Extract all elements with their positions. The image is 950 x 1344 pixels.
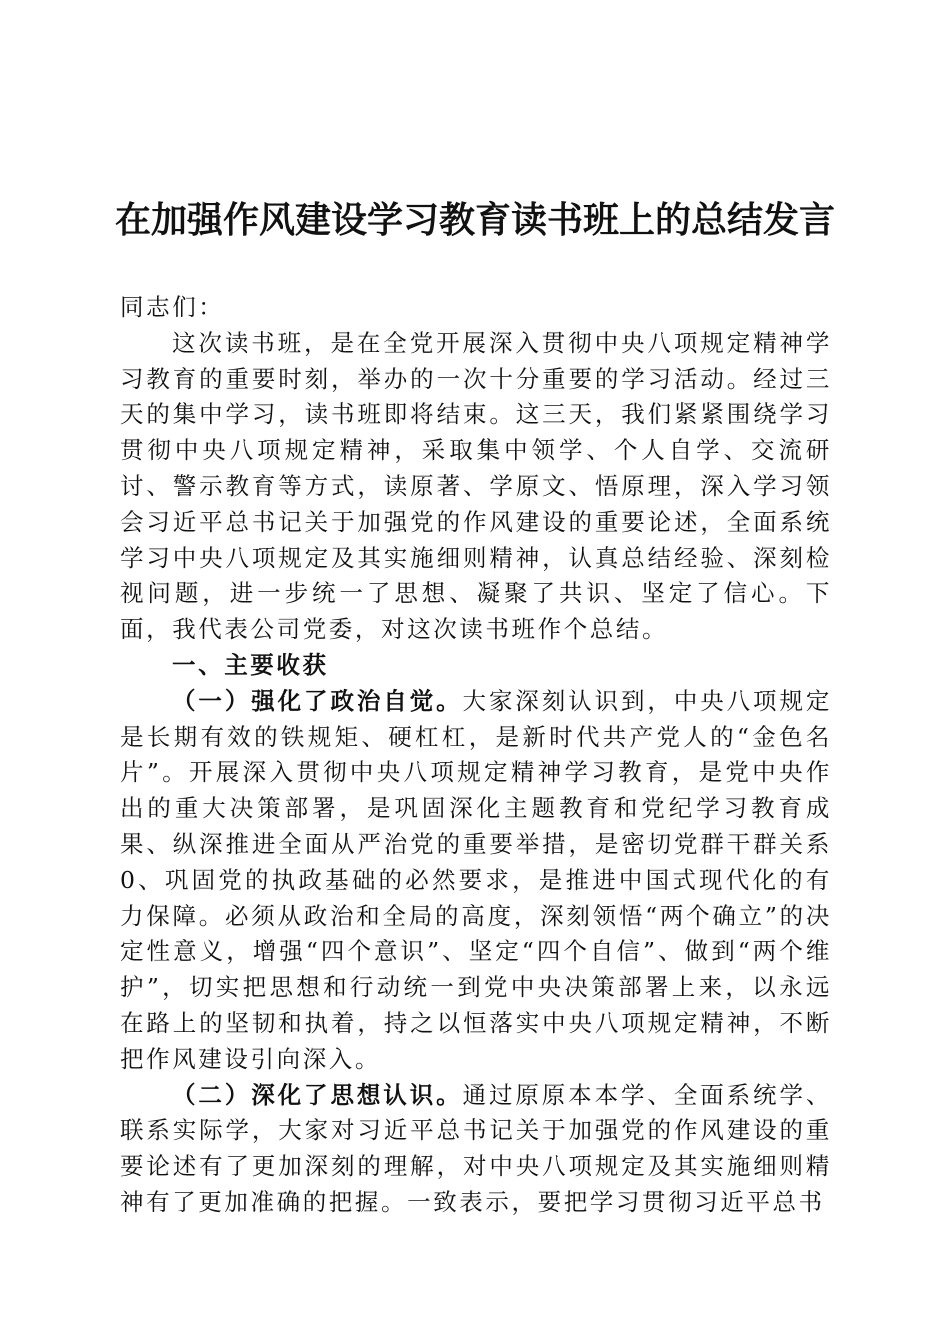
paragraph-lead-political-awareness: （一）强化了政治自觉。 bbox=[172, 686, 463, 715]
paragraph-body-ideological-understanding: 通过原原本本学、全面系统学、联系实际学，大家对习近平总书记关于加强党的作风建设的重要论述有了更加深刻的理解，对中央八项规定及其实施细则精神有了更加准确的把握。一致表示，要把学习贯彻习近平总书 bbox=[120, 1080, 832, 1216]
paragraph-body-political-awareness: 大家深刻认识到，中央八项规定是长期有效的铁规矩、硬杠杠，是新时代共产党人的“金色名片”。开展深入贯彻中央八项规定精神学习教育，是党中央作出的重大决策部署，是巩固深化主题教育和党纪学习教育成果、纵深推进全面从严治党的重要举措，是密切党群干群关系 0、巩固党的执政基础的必然要求，是推进中国式现代化的有力保障。必须从政治和全局的高度，深刻领悟“两个确立”的决定性意义，增强“四个意识”、坚定“四个自信”、做到“两个维护”，切实把思想和行动统一到党中央决策部署上来，以永远在路上的坚韧和执着，持之以恒落实中央八项规定精神，不断把作风建设引向深入。 bbox=[120, 686, 832, 1073]
paragraph-political-awareness bbox=[120, 684, 832, 1078]
salutation: 同志们： bbox=[120, 293, 225, 321]
document-body bbox=[120, 290, 832, 1221]
document-title: 在加强作风建设学习教育读书班上的总结发言 bbox=[114, 199, 835, 241]
section-heading-main-gains: 一、主要收获 bbox=[172, 650, 329, 679]
intro-paragraph: 这次读书班，是在全党开展深入贯彻中央八项规定精神学习教育的重要时刻，举办的一次十分重要的学习活动。经过三天的集中学习，读书班即将结束。这三天，我们紧紧围绕学习贯彻中央八项规定精神，采取集中领学、个人自学、交流研讨、警示教育等方式，读原著、学原文、悟原理，深入学习领会习近平总书记关于加强党的作风建设的重要论述，全面系统学习中央八项规定及其实施细则精神，认真总结经验、深刻检视问题，进一步统一了思想、凝聚了共识、坚定了信心。下面，我代表公司党委，对这次读书班作个总结。 bbox=[120, 328, 832, 644]
paragraph-lead-ideological-understanding: （二）深化了思想认识。 bbox=[172, 1080, 463, 1109]
paragraph-ideological-understanding bbox=[120, 1078, 832, 1221]
